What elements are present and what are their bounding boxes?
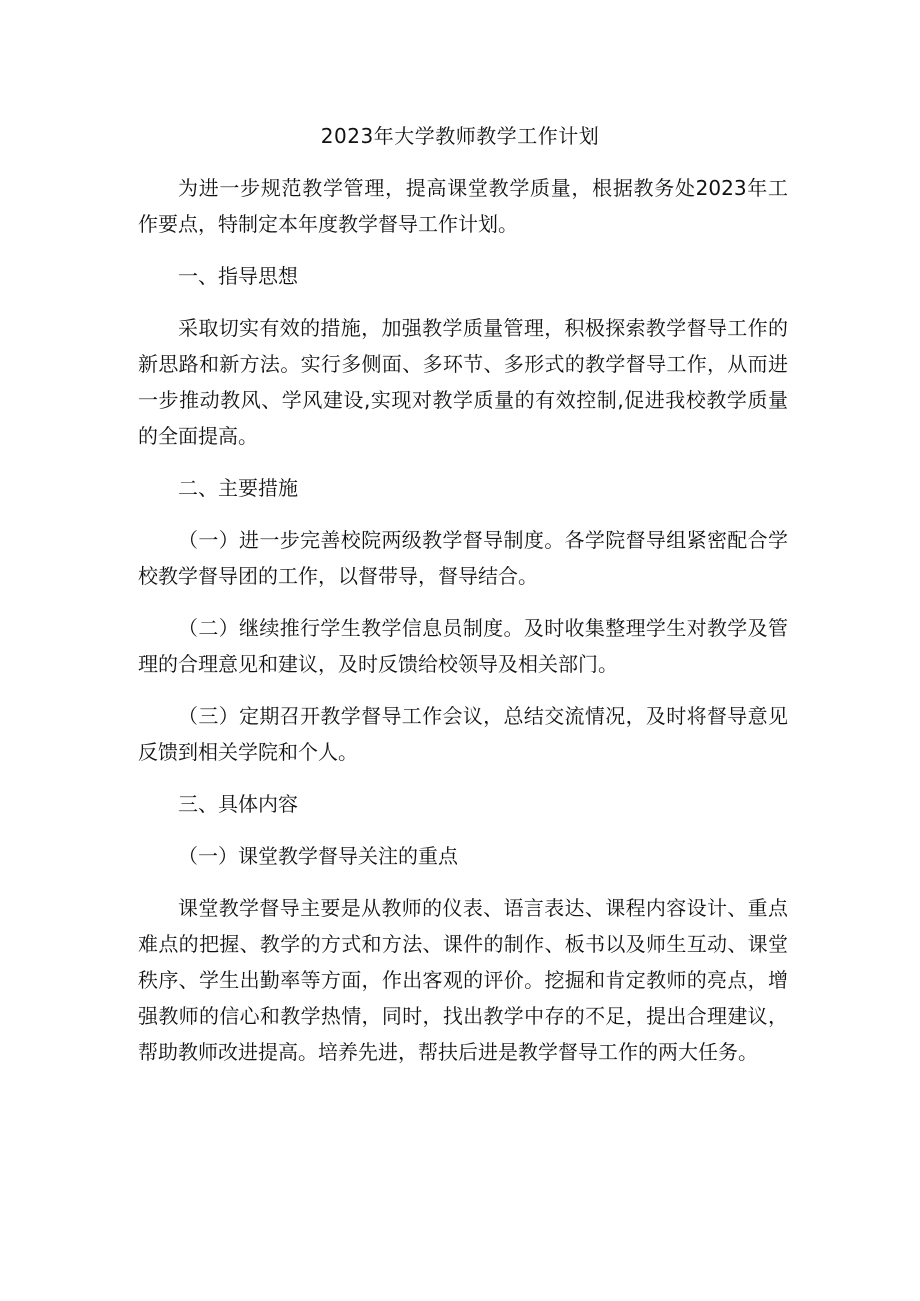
classroom-focus-paragraph: 课堂教学督导主要是从教师的仪表、语言表达、课程内容设计、重点难点的把握、教学的方式和方法、课件的制作、板书以及师生互动、课堂秩序、学生出勤率等方面，作出客观的评价。挖掘和肯定教师的亮点，增强教师的信心和教学热情，同时，找出教学中存的不足，提出合理建议，帮助教师改进提高。培养先进，帮扶后进是教学督导工作的两大任务。 (138, 896, 788, 1064)
section-heading-main-measures: 二、主要措施 (178, 476, 298, 500)
measure-item-2: （二）继续推行学生教学信息员制度。及时收集整理学生对教学及管理的合理意见和建议，及时反馈给校领导及相关部门。 (138, 616, 788, 676)
guiding-ideology-paragraph: 采取切实有效的措施，加强教学质量管理，积极探索教学督导工作的新思路和新方法。实行多侧面、多环节、多形式的教学督导工作，从而进一步推动教风、学风建设,实现对教学质量的有效控制,促进我校教学质量的全面提高。 (138, 316, 788, 448)
sub-heading-classroom-focus: （一）课堂教学督导关注的重点 (178, 844, 458, 868)
section-heading-specific-content: 三、具体内容 (178, 792, 298, 816)
measure-item-3: （三）定期召开教学督导工作会议，总结交流情况，及时将督导意见反馈到相关学院和个人。 (138, 704, 788, 764)
intro-paragraph: 为进一步规范教学管理，提高课堂教学质量，根据教务处2023年工作要点，特制定本年度教学督导工作计划。 (138, 176, 788, 236)
section-heading-guiding-ideology: 一、指导思想 (178, 264, 298, 288)
document-title: 2023年大学教师教学工作计划 (320, 124, 600, 148)
measure-item-1: （一）进一步完善校院两级教学督导制度。各学院督导组紧密配合学校教学督导团的工作，以督带导，督导结合。 (138, 528, 788, 588)
document-body (138, 170, 788, 1070)
